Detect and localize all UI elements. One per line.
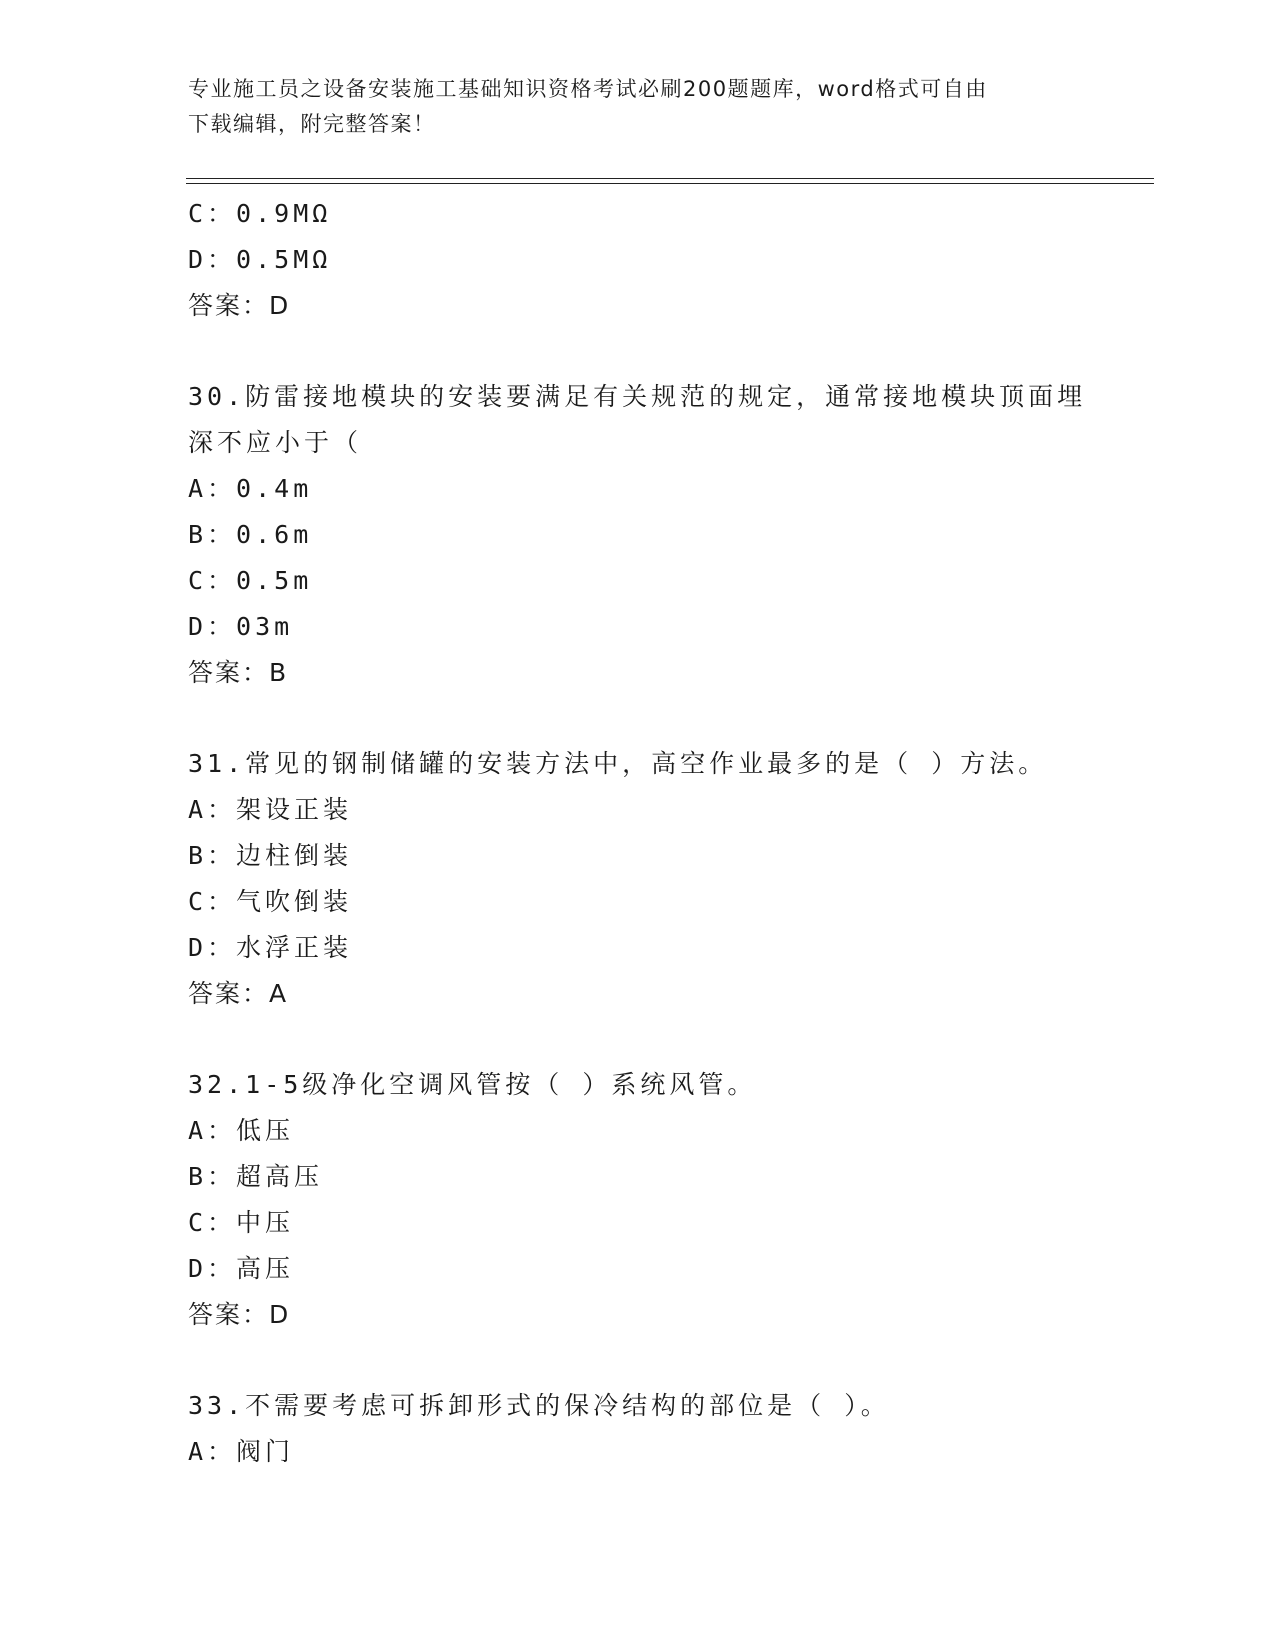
- answer-line: 答案：D: [188, 291, 291, 320]
- option-a: A：0.4m: [188, 474, 313, 503]
- option-b: B：超高压: [188, 1162, 324, 1191]
- question-text: 32.1-5级净化空调风管按（ ）系统风管。: [188, 1070, 757, 1099]
- header-title-line-1: 专业施工员之设备安装施工基础知识资格考试必刷200题题库，word格式可自由: [188, 77, 988, 101]
- option-c: C：气吹倒装: [188, 887, 353, 916]
- option-c: C：0.9MΩ: [188, 199, 332, 228]
- page-header: [188, 72, 1088, 142]
- question-text: 31.常见的钢制储罐的安装方法中，高空作业最多的是（ ）方法。: [188, 749, 1048, 778]
- question-32: [188, 1062, 1148, 1338]
- option-a: A：架设正装: [188, 795, 353, 824]
- option-d: D：高压: [188, 1254, 295, 1283]
- answer-line: 答案：D: [188, 1300, 291, 1329]
- question-31: [188, 741, 1148, 1017]
- header-divider: [186, 178, 1154, 184]
- option-a: A：阀门: [188, 1437, 295, 1466]
- question-text: 深不应小于（: [188, 428, 363, 457]
- question-30: [188, 374, 1148, 696]
- option-b: B：边柱倒装: [188, 841, 353, 870]
- question-list: [188, 191, 1148, 1475]
- question-33: [188, 1383, 1148, 1475]
- option-a: A：低压: [188, 1116, 295, 1145]
- answer-line: 答案：B: [188, 658, 289, 687]
- question-29-tail: [188, 191, 1148, 329]
- option-d: D：03m: [188, 612, 294, 641]
- answer-line: 答案：A: [188, 979, 289, 1008]
- question-text: 30.防雷接地模块的安装要满足有关规范的规定，通常接地模块顶面埋: [188, 382, 1087, 411]
- option-d: D：水浮正装: [188, 933, 353, 962]
- option-d: D：0.5MΩ: [188, 245, 332, 274]
- option-c: C：中压: [188, 1208, 295, 1237]
- question-text: 33.不需要考虑可拆卸形式的保冷结构的部位是（ ）。: [188, 1391, 890, 1420]
- option-b: B：0.6m: [188, 520, 313, 549]
- option-c: C：0.5m: [188, 566, 313, 595]
- header-title-line-2: 下载编辑，附完整答案！: [188, 112, 436, 136]
